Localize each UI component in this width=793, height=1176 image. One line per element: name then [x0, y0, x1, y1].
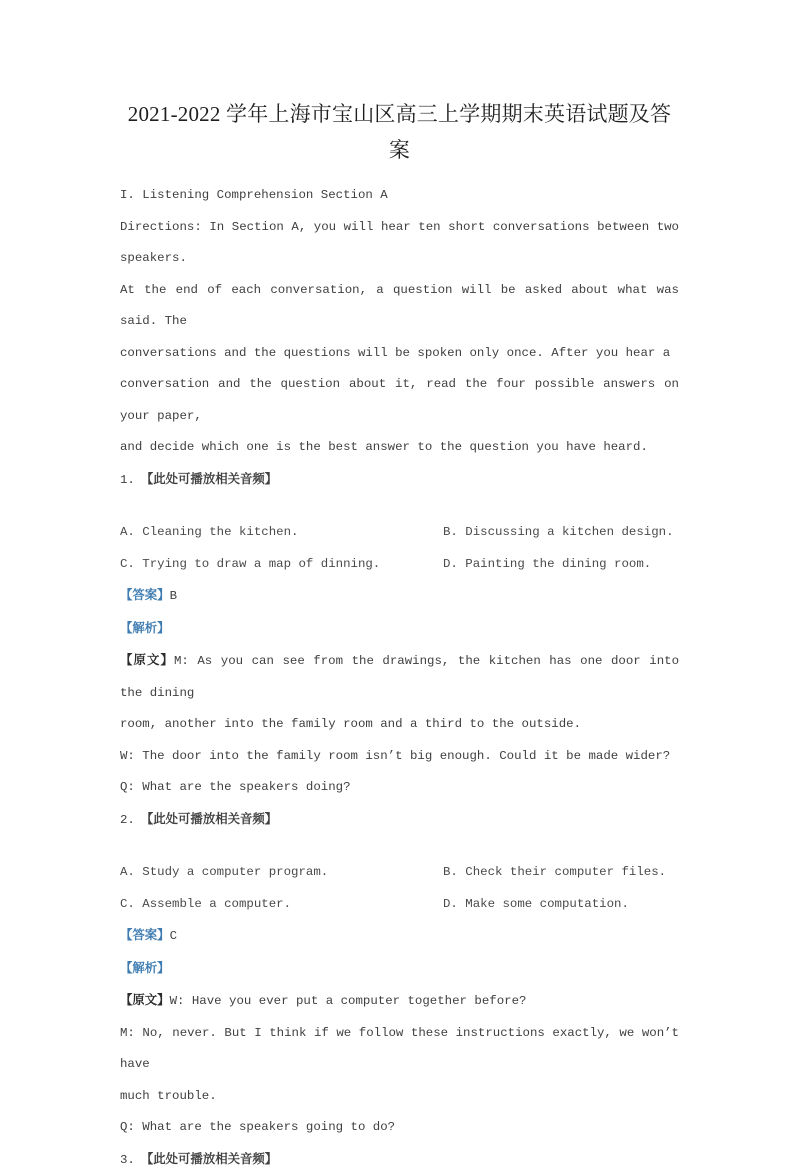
question-3-stem [120, 1144, 679, 1176]
question-2-script-line-2: M: No, never. But I think if we follow these instructions exactly, we won’t have [120, 1018, 679, 1081]
directions-line-5: and decide which one is the best answer to the question you have heard. [120, 432, 679, 464]
question-2-script-line-1 [120, 985, 679, 1018]
question-1-options [120, 517, 679, 580]
script-text: W: Have you ever put a computer together before? [170, 994, 527, 1008]
question-1-answer [120, 580, 679, 613]
question-2-stem [120, 804, 679, 837]
question-2-script-line-3: Q: What are the speakers going to do? [120, 1112, 679, 1144]
directions-line-1: Directions: In Section A, you will hear ten short conversations between two speakers. [120, 212, 679, 275]
answer-value: B [170, 589, 177, 603]
option-a[interactable]: A. Study a computer program. [120, 857, 443, 889]
answer-value: C [170, 929, 177, 943]
option-c[interactable]: C. Trying to draw a map of dinning. [120, 549, 443, 581]
page-title: 2021-2022 学年上海市宝山区高三上学期期末英语试题及答案 [120, 0, 679, 168]
question-1-script-line-1 [120, 645, 679, 709]
question-2-options [120, 857, 679, 920]
analysis-tag: 【解析】 [120, 621, 170, 635]
question-2-number: 2. [120, 813, 135, 827]
script-tag: 【原文】 [120, 993, 170, 1007]
question-2-analysis [120, 953, 679, 986]
question-1-script-line-3: Q: What are the speakers doing? [120, 772, 679, 804]
option-d[interactable]: D. Painting the dining room. [443, 549, 679, 581]
option-d[interactable]: D. Make some computation. [443, 889, 679, 921]
directions-line-3: conversations and the questions will be spoken only once. After you hear a [120, 338, 679, 370]
directions-line-4: conversation and the question about it, read the four possible answers on your paper, [120, 369, 679, 432]
script-tag: 【原文】 [120, 653, 174, 667]
option-row-cd [120, 549, 679, 581]
question-3-number: 3. [120, 1153, 135, 1167]
option-row-ab [120, 857, 679, 889]
section-heading: I. Listening Comprehension Section A [120, 168, 679, 212]
question-1-script-line-2: W: The door into the family room isn’t big enough. Could it be made wider? [120, 741, 679, 773]
script-text: M: As you can see from the drawings, the kitchen has one door into the dining [120, 654, 679, 700]
question-2-answer [120, 920, 679, 953]
analysis-tag: 【解析】 [120, 961, 170, 975]
option-a[interactable]: A. Cleaning the kitchen. [120, 517, 443, 549]
question-1-script-line-1-cont: room, another into the family room and a third to the outside. [120, 709, 679, 741]
option-row-cd [120, 889, 679, 921]
answer-tag: 【答案】 [120, 588, 170, 602]
option-b[interactable]: B. Check their computer files. [443, 857, 679, 889]
audio-placeholder-icon[interactable]: 【此处可播放相关音频】 [141, 1152, 277, 1166]
directions-line-2: At the end of each conversation, a question will be asked about what was said. The [120, 275, 679, 338]
question-1-stem [120, 464, 679, 497]
option-b[interactable]: B. Discussing a kitchen design. [443, 517, 679, 549]
page-content [120, 0, 679, 1176]
answer-tag: 【答案】 [120, 928, 170, 942]
option-c[interactable]: C. Assemble a computer. [120, 889, 443, 921]
question-1-number: 1. [120, 473, 135, 487]
question-1-analysis [120, 613, 679, 646]
question-2-script-line-2-cont: much trouble. [120, 1081, 679, 1113]
audio-placeholder-icon[interactable]: 【此处可播放相关音频】 [141, 812, 277, 826]
option-row-ab [120, 517, 679, 549]
audio-placeholder-icon[interactable]: 【此处可播放相关音频】 [141, 472, 277, 486]
